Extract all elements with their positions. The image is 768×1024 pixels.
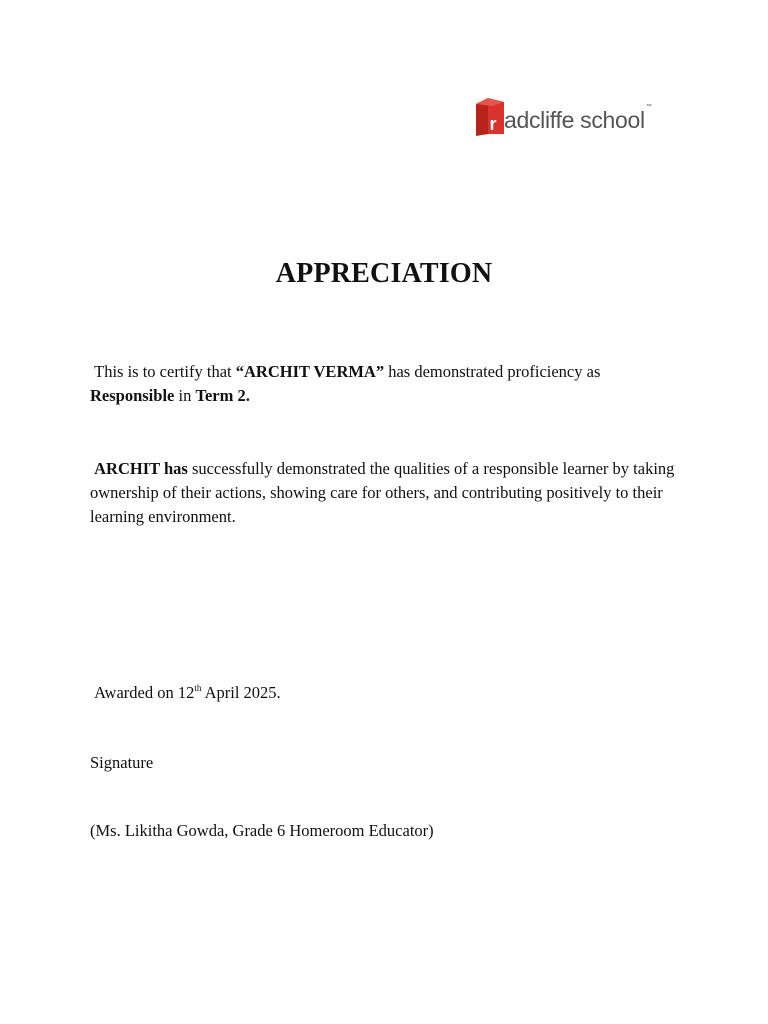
book-logo-icon <box>474 94 508 138</box>
term-name: Term 2. <box>195 386 250 405</box>
description-body: successfully demonstrated the qualities of a responsible learner by taking ownership of their actions, showing care for others, and contributing positively to their learning environment. <box>90 459 675 526</box>
award-date <box>90 681 281 705</box>
educator-name: (Ms. Likitha Gowda, Grade 6 Homeroom Educator) <box>90 821 434 840</box>
quality-name: Responsible <box>90 386 175 405</box>
description-subject: ARCHIT has <box>94 459 188 478</box>
certify-lead-text: This is to certify that <box>94 362 236 381</box>
certificate-title: APPRECIATION <box>275 258 493 289</box>
award-date-prefix: Awarded on 12 <box>94 683 195 702</box>
logo-letter: r <box>489 114 497 134</box>
award-date-suffix: April 2025. <box>201 683 281 702</box>
trademark-symbol: ™ <box>645 104 652 110</box>
signature-label: Signature <box>90 753 154 772</box>
certification-paragraph <box>90 360 680 408</box>
description-paragraph <box>90 457 680 529</box>
student-name: “ARCHIT VERMA” <box>235 362 385 381</box>
certify-connector-text: in <box>174 386 196 405</box>
award-date-ordinal: th <box>194 683 202 693</box>
school-logo <box>474 94 652 138</box>
logo-wordmark: adcliffe school <box>504 107 645 133</box>
certify-middle-text: has demonstrated proficiency as <box>384 362 601 381</box>
